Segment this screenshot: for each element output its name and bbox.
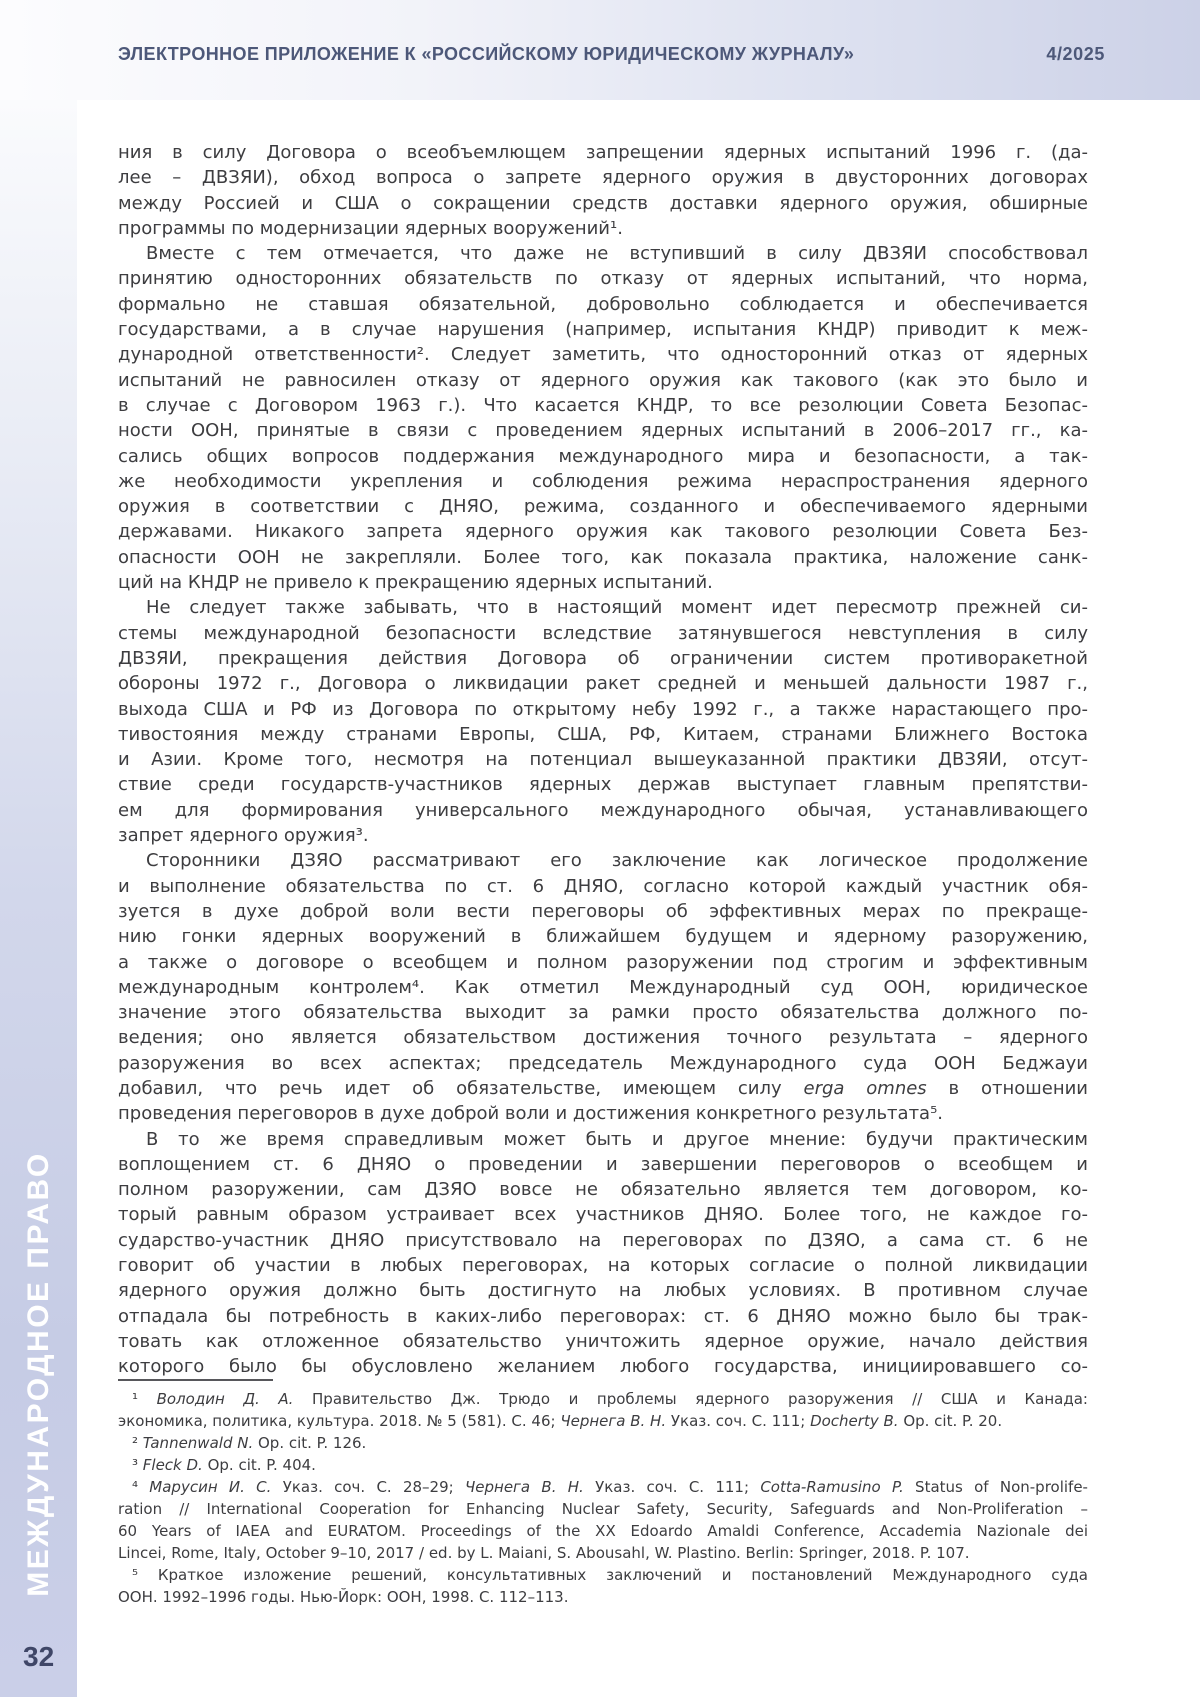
body-text-line: ций на КНДР не привело к прекращению ядерных испытаний. [118, 572, 713, 594]
footnote-line: ⁵ Краткое изложение решений, консультативных заключений и постановлений Международного суда [132, 1566, 1088, 1584]
body-text-line: Вместе с тем отмечается, что даже не вступивший в силу ДВЗЯИ способствовал [146, 243, 1088, 265]
footnotes-block [118, 1388, 1088, 1608]
body-text-line: ем для формирования универсального международного обычая, устанавливающего [118, 799, 1088, 821]
body-text-line: Сторонники ДЗЯО рассматривают его заключение как логическое продолжение [146, 850, 1088, 872]
body-text-line: ния в силу Договора о всеобъемлющем запрещении ядерных испытаний 1996 г. (да- [118, 142, 1088, 163]
body-text-line: тивостояния между странами Европы, США, РФ, Китаем, странами Ближнего Востока [118, 723, 1088, 745]
journal-issue-number: 4/2025 [1046, 44, 1105, 64]
body-text-line: программы по модернизации ядерных вооружений¹. [118, 217, 623, 239]
body-text-line: же необходимости укрепления и соблюдения режима нераспространения ядерного [118, 470, 1088, 492]
body-text-line: говорит об участии в любых переговорах, на которых согласие о полной ликвидации [118, 1255, 1088, 1277]
section-label-vertical: МЕЖДУНАРОДНОЕ ПРАВО [22, 1151, 55, 1597]
body-text-line: воплощением ст. 6 ДНЯО о проведении и завершении переговоров о всеобщем и [118, 1153, 1088, 1175]
body-text-line: между Россией и США о сокращении средств доставки ядерного оружия, обширные [118, 192, 1088, 214]
footnote-line: экономика, политика, культура. 2018. № 5 (581). С. 46; Чернега В. Н. Указ. соч. С. 111; Docherty B. Op. cit. P. 20. [118, 1412, 1003, 1430]
footnote-line: ² Tannenwald N. Op. cit. P. 126. [132, 1434, 367, 1452]
body-text-line: запрет ядерного оружия³. [118, 825, 369, 847]
footnote-line: ⁴ Марусин И. С. Указ. соч. С. 28–29; Чернега В. Н. Указ. соч. С. 111; Cotta-Ramusino P. Status of Non-prolife- [132, 1478, 1088, 1496]
body-text-line: которого было бы обусловлено желанием любого государства, инициировавшего со- [118, 1356, 1088, 1378]
body-text-line: обороны 1972 г., Договора о ликвидации ракет средней и меньшей дальности 1987 г., [118, 673, 1088, 695]
footnote-line: ³ Fleck D. Op. cit. P. 404. [132, 1456, 316, 1474]
body-text-line: испытаний не равносилен отказу от ядерного оружия как такового (как это было и [118, 369, 1088, 391]
footnote-line: ration // International Cooperation for Enhancing Nuclear Safety, Security, Safeguards and Non-Proliferation – [118, 1500, 1088, 1518]
body-text-line: товать как отложенное обязательство уничтожить ядерное оружие, начало действия [118, 1330, 1088, 1352]
body-text-line: добавил, что речь идет об обязательстве, имеющем силу erga omnes в отношении [118, 1077, 1088, 1099]
body-text-line: значение этого обязательства выходит за рамки просто обязательства должного по- [118, 1002, 1088, 1024]
body-text-line: опасности ООН не закрепляли. Более того, как показала практика, наложение санк- [118, 546, 1088, 568]
body-text-line: дународной ответственности². Следует заметить, что односторонний отказ от ядерных [118, 344, 1088, 366]
body-text-line: отпадала бы потребность в каких-либо переговорах: ст. 6 ДНЯО можно было бы трак- [118, 1305, 1088, 1327]
body-text-line: ядерного оружия должно быть достигнуто на любых условиях. В противном случае [118, 1280, 1088, 1302]
body-text-line: сались общих вопросов поддержания международного мира и безопасности, а так- [118, 445, 1088, 467]
body-text-line: торый равным образом устраивает всех участников ДНЯО. Более того, не каждое го- [118, 1204, 1088, 1226]
body-text-line: нию гонки ядерных вооружений в ближайшем будущем и ядерному разоружению, [118, 926, 1088, 948]
footnote-line: Lincei, Rome, Italy, October 9–10, 2017 / ed. by L. Maiani, S. Abousahl, W. Plastino. Berlin: Springer, 2018. P. 107. [118, 1544, 970, 1562]
body-text-line: и выполнение обязательства по ст. 6 ДНЯО, согласно которой каждый участник обя- [118, 875, 1088, 897]
body-text-line: принятию односторонних обязательств по отказу от ядерных испытаний, что норма, [118, 268, 1088, 290]
body-text-line: оружия в соответствии с ДНЯО, режима, созданного и обеспечиваемого ядерными [118, 496, 1088, 518]
body-text-line: международным контролем⁴. Как отметил Международный суд ООН, юридическое [118, 976, 1088, 998]
body-text-line: ности ООН, принятые в связи с проведением ядерных испытаний в 2006–2017 гг., ка- [118, 420, 1088, 442]
body-text-line: разоружения во всех аспектах; председатель Международного суда ООН Беджауи [118, 1052, 1088, 1074]
footnote-line: ¹ Володин Д. А. Правительство Дж. Трюдо и проблемы ядерного разоружения // США и Канада: [132, 1390, 1088, 1408]
body-text-line: ДВЗЯИ, прекращения действия Договора об ограничении систем противоракетной [118, 647, 1088, 669]
body-text-line: государствами, а в случае нарушения (например, испытания КНДР) приводит к меж- [118, 319, 1088, 341]
journal-header-title: ЭЛЕКТРОННОЕ ПРИЛОЖЕНИЕ К «РОССИЙСКОМУ ЮРИДИЧЕСКОМУ ЖУРНАЛУ» [118, 44, 855, 64]
body-text-line: проведения переговоров в духе доброй воли и достижения конкретного результата⁵. [118, 1103, 944, 1125]
body-text-line: формально не ставшая обязательной, добровольно соблюдается и обеспечивается [118, 293, 1088, 315]
body-text-line: стемы международной безопасности вследствие затянувшегося невступления в силу [118, 622, 1088, 644]
footnote-line: ООН. 1992–1996 годы. Нью-Йорк: ООН, 1998. С. 112–113. [118, 1588, 569, 1606]
body-text-line: ствие среди государств-участников ядерных держав выступает главным препятстви- [118, 774, 1088, 796]
body-text-line: лее – ДВЗЯИ), обход вопроса о запрете ядерного оружия в двусторонних договорах [118, 167, 1088, 189]
page-number: 32 [23, 1641, 55, 1672]
body-text-line: а также о договоре о всеобщем и полном разоружении под строгим и эффективным [118, 951, 1088, 973]
body-text-line: В то же время справедливым может быть и другое мнение: будучи практическим [146, 1128, 1088, 1150]
body-text-line: и Азии. Кроме того, несмотря на потенциал вышеуказанной практики ДВЗЯИ, отсут- [118, 749, 1088, 771]
footnote-separator [118, 1379, 273, 1381]
body-text-line: сударство-участник ДНЯО присутствовало на переговорах по ДЗЯО, а сама ст. 6 не [118, 1229, 1088, 1251]
body-text-line: державами. Никакого запрета ядерного оружия как такового резолюции Совета Без- [118, 521, 1088, 543]
body-text-line: Не следует также забывать, что в настоящий момент идет пересмотр прежней си- [146, 597, 1088, 619]
body-text-line: выхода США и РФ из Договора по открытому небу 1992 г., а также нарастающего про- [118, 698, 1088, 720]
footnote-line: 60 Years of IAEA and EURATOM. Proceedings of the XX Edoardo Amaldi Conference, Accademia Nazionale dei [118, 1522, 1088, 1540]
body-text-line: зуется в духе доброй воли вести переговоры об эффективных мерах по прекраще- [118, 900, 1088, 922]
body-text-line: в случае с Договором 1963 г.). Что касается КНДР, то все резолюции Совета Безопас- [118, 394, 1088, 416]
body-text-line: ведения; оно является обязательством достижения точного результата – ядерного [118, 1027, 1088, 1049]
body-text-line: полном разоружении, сам ДЗЯО вовсе не обязательно является тем договором, ко- [118, 1179, 1088, 1201]
article-body [118, 140, 1088, 1380]
